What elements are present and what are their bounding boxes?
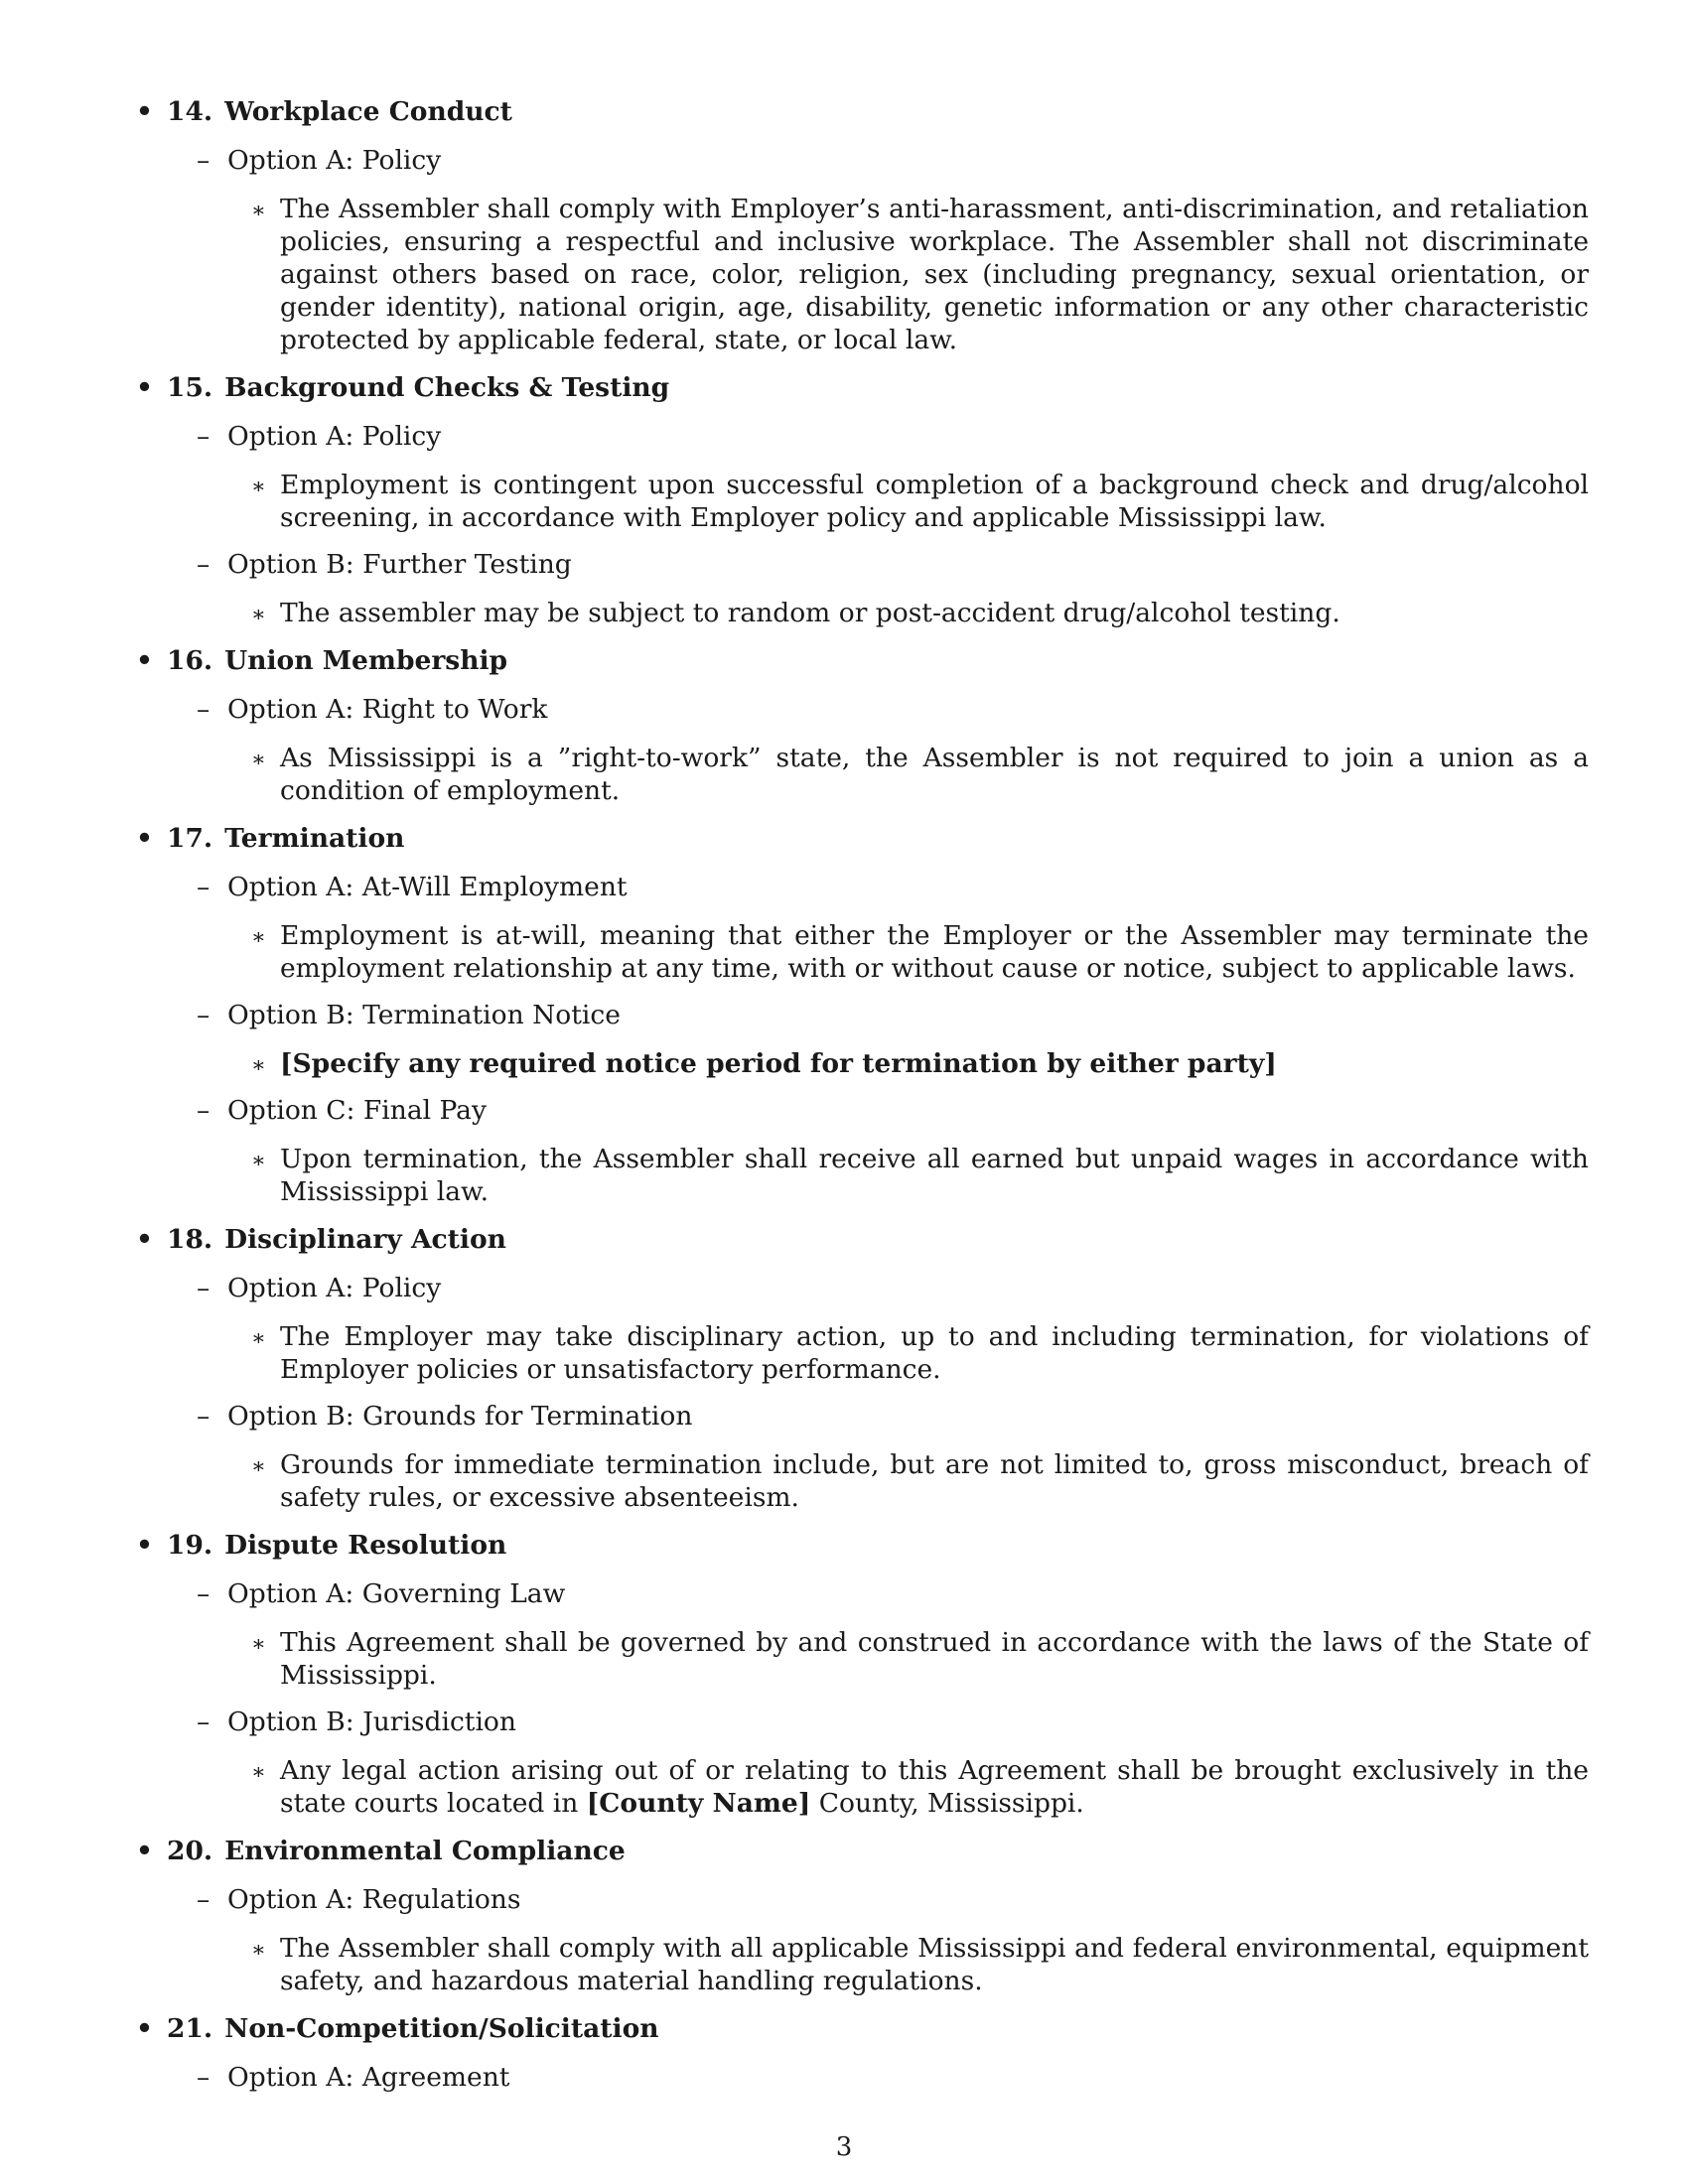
section-number: 16. bbox=[167, 645, 213, 676]
option-heading bbox=[136, 1272, 1586, 1304]
option bbox=[136, 1094, 1589, 1208]
option-heading bbox=[136, 693, 1586, 726]
option-heading bbox=[136, 548, 1586, 581]
section-title: Union Membership bbox=[224, 645, 508, 676]
clause-item bbox=[136, 919, 1589, 985]
clause-text: Any legal action arising out of or relating to this Agreement shall be brought exclusively in the state courts located in bbox=[280, 1755, 1589, 1819]
asterisk-icon: ∗ bbox=[251, 1149, 266, 1173]
placeholder-text: [Specify any required notice period for termination by either party] bbox=[280, 1048, 1277, 1079]
option bbox=[136, 1883, 1589, 1997]
option-label: Option B: Jurisdiction bbox=[227, 1706, 516, 1737]
option bbox=[136, 693, 1589, 807]
section bbox=[136, 1529, 1589, 1820]
option-label: Option A: Governing Law bbox=[227, 1578, 566, 1609]
section-number: 21. bbox=[167, 2013, 213, 2044]
clause-item bbox=[136, 193, 1589, 356]
section bbox=[136, 1223, 1589, 1514]
option bbox=[136, 1706, 1589, 1820]
option bbox=[136, 1272, 1589, 1386]
section-title: Disciplinary Action bbox=[224, 1224, 506, 1255]
option-label: Option A: Agreement bbox=[227, 2062, 510, 2093]
asterisk-icon: ∗ bbox=[251, 603, 266, 627]
option-heading bbox=[136, 1577, 1586, 1610]
asterisk-icon: ∗ bbox=[251, 475, 266, 499]
asterisk-icon: ∗ bbox=[251, 199, 266, 223]
bullet-icon: • bbox=[136, 1836, 153, 1866]
option bbox=[136, 548, 1586, 629]
clause-text: The assembler may be subject to random or post-accident drug/alcohol testing. bbox=[280, 598, 1340, 628]
option bbox=[136, 871, 1589, 985]
section-heading bbox=[136, 1223, 1586, 1256]
section-title: Non-Competition/Solicitation bbox=[224, 2013, 659, 2044]
asterisk-icon: ∗ bbox=[251, 748, 266, 772]
dash-icon: – bbox=[197, 145, 211, 176]
option-heading bbox=[136, 1094, 1586, 1127]
section-heading bbox=[136, 1835, 1586, 1867]
option bbox=[136, 1400, 1589, 1514]
bullet-icon: • bbox=[136, 645, 153, 676]
clause-text: Grounds for immediate termination include, but are not limited to, gross misconduct, breach of safety rules, or excessive absenteeism. bbox=[280, 1449, 1589, 1513]
page-number: 3 bbox=[835, 2132, 853, 2162]
section-heading bbox=[136, 822, 1586, 855]
clause-text: As Mississippi is a ”right-to-work” state, the Assembler is not required to join a union as a condition of employment. bbox=[280, 743, 1589, 806]
dash-icon: – bbox=[197, 1095, 211, 1126]
option-label: Option A: Regulations bbox=[227, 1884, 521, 1915]
dash-icon: – bbox=[197, 872, 211, 902]
section-heading bbox=[136, 95, 1586, 128]
option-heading bbox=[136, 2061, 1586, 2094]
section bbox=[136, 95, 1589, 356]
section-number: 14. bbox=[167, 96, 213, 127]
clause-item bbox=[136, 597, 1589, 629]
bullet-icon: • bbox=[136, 1224, 153, 1255]
section bbox=[136, 2012, 1586, 2094]
clause-item bbox=[136, 469, 1589, 534]
placeholder-text: [County Name] bbox=[586, 1788, 811, 1819]
dash-icon: – bbox=[197, 549, 211, 580]
option-heading bbox=[136, 144, 1586, 177]
clause-item bbox=[136, 1754, 1589, 1820]
option-heading bbox=[136, 999, 1586, 1031]
dash-icon: – bbox=[197, 1884, 211, 1915]
dash-icon: – bbox=[197, 1706, 211, 1737]
section-title: Workplace Conduct bbox=[224, 96, 512, 127]
dash-icon: – bbox=[197, 421, 211, 452]
option-label: Option A: At-Will Employment bbox=[227, 872, 628, 902]
bullet-icon: • bbox=[136, 823, 153, 854]
asterisk-icon: ∗ bbox=[251, 1053, 266, 1078]
option-label: Option A: Right to Work bbox=[227, 694, 548, 725]
asterisk-icon: ∗ bbox=[251, 1454, 266, 1479]
option bbox=[136, 999, 1586, 1080]
section-number: 18. bbox=[167, 1224, 213, 1255]
dash-icon: – bbox=[197, 1273, 211, 1303]
option-label: Option A: Policy bbox=[227, 1273, 442, 1303]
option-label: Option B: Grounds for Termination bbox=[227, 1401, 693, 1432]
section-heading bbox=[136, 2012, 1586, 2045]
dash-icon: – bbox=[197, 1578, 211, 1609]
option-heading bbox=[136, 420, 1586, 453]
asterisk-icon: ∗ bbox=[251, 1632, 266, 1657]
option-heading bbox=[136, 871, 1586, 903]
section-title: Dispute Resolution bbox=[224, 1530, 507, 1561]
bullet-icon: • bbox=[136, 372, 153, 403]
clause-item bbox=[136, 1932, 1589, 1997]
clause-item bbox=[136, 1320, 1589, 1386]
section-heading bbox=[136, 644, 1586, 677]
clause-text: The Assembler shall comply with Employer’s anti-harassment, anti-discrimination, and retaliation policies, ensuring a respectful and inclusive workplace. The Assembler shall not discriminate against others based on race, color, religion, sex (including pregnancy, sexual orientation, or gender identity), national origin, age, disability, genetic information or any other characteristic protected by applicable federal, state, or local law. bbox=[280, 194, 1589, 355]
bullet-icon: • bbox=[136, 96, 153, 127]
asterisk-icon: ∗ bbox=[251, 1760, 266, 1785]
bullet-icon: • bbox=[136, 1530, 153, 1561]
option-heading bbox=[136, 1883, 1586, 1916]
dash-icon: – bbox=[197, 2062, 211, 2093]
section-number: 19. bbox=[167, 1530, 213, 1561]
option-label: Option B: Further Testing bbox=[227, 549, 572, 580]
section-title: Termination bbox=[224, 823, 405, 854]
dash-icon: – bbox=[197, 1401, 211, 1432]
asterisk-icon: ∗ bbox=[251, 1326, 266, 1351]
dash-icon: – bbox=[197, 1000, 211, 1030]
clause-text: County, Mississippi. bbox=[810, 1788, 1084, 1819]
section-title: Environmental Compliance bbox=[224, 1836, 626, 1866]
clause-text: Employment is contingent upon successful completion of a background check and drug/alcohol screening, in accordance with Employer policy and applicable Mississippi law. bbox=[280, 470, 1589, 533]
clause-text: The Assembler shall comply with all applicable Mississippi and federal environmental, equipment safety, and hazardous material handling regulations. bbox=[280, 1933, 1589, 1996]
section bbox=[136, 822, 1589, 1208]
asterisk-icon: ∗ bbox=[251, 925, 266, 950]
clause-item bbox=[136, 742, 1589, 807]
option-label: Option B: Termination Notice bbox=[227, 1000, 621, 1030]
section-number: 17. bbox=[167, 823, 213, 854]
dash-icon: – bbox=[197, 694, 211, 725]
option-label: Option C: Final Pay bbox=[227, 1095, 487, 1126]
clause-text: Upon termination, the Assembler shall receive all earned but unpaid wages in accordance with Mississippi law. bbox=[280, 1144, 1589, 1207]
asterisk-icon: ∗ bbox=[251, 1938, 266, 1963]
bullet-icon: • bbox=[136, 2013, 153, 2044]
clause-item bbox=[136, 1448, 1589, 1514]
section-number: 20. bbox=[167, 1836, 213, 1866]
section-heading bbox=[136, 371, 1586, 404]
clause-text: This Agreement shall be governed by and construed in accordance with the laws of the State of Mississippi. bbox=[280, 1627, 1589, 1691]
clause-item bbox=[136, 1047, 1589, 1080]
clause-item bbox=[136, 1626, 1589, 1692]
option bbox=[136, 144, 1589, 356]
section bbox=[136, 1835, 1589, 1997]
section-number: 15. bbox=[167, 372, 213, 403]
section-heading bbox=[136, 1529, 1586, 1562]
document-body bbox=[136, 95, 1589, 2110]
section-title: Background Checks & Testing bbox=[224, 372, 670, 403]
section bbox=[136, 371, 1589, 629]
option bbox=[136, 1577, 1589, 1692]
clause-item bbox=[136, 1143, 1589, 1208]
option-label: Option A: Policy bbox=[227, 421, 442, 452]
section bbox=[136, 644, 1589, 807]
option-heading bbox=[136, 1400, 1586, 1433]
clause-text: The Employer may take disciplinary action, up to and including termination, for violations of Employer policies or unsatisfactory performance. bbox=[280, 1321, 1589, 1385]
option-label: Option A: Policy bbox=[227, 145, 442, 176]
option-heading bbox=[136, 1706, 1586, 1738]
option bbox=[136, 2061, 1586, 2094]
option bbox=[136, 420, 1589, 534]
clause-text: Employment is at-will, meaning that either the Employer or the Assembler may terminate the employment relationship at any time, with or without cause or notice, subject to applicable laws. bbox=[280, 920, 1589, 984]
